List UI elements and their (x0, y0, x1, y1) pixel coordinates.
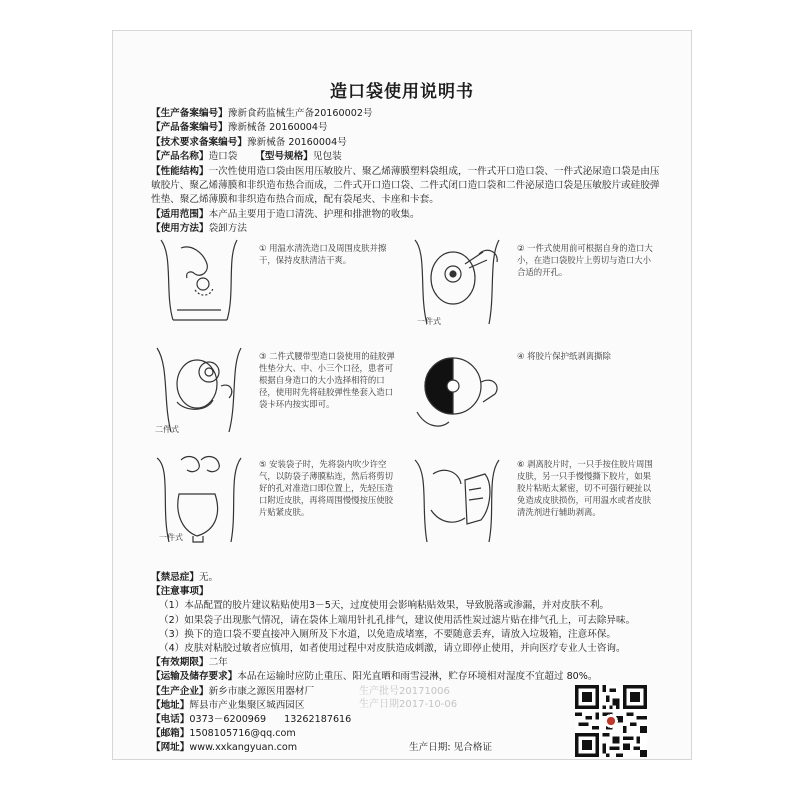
product-name-value: 造口袋 (208, 151, 238, 163)
step-text: ① 用温水清洗造口及周围皮肤并擦干，保持皮肤清洁干爽。 (259, 243, 387, 265)
info-row-scope (151, 208, 661, 222)
scope-value: 本产品主要用于造口清洗、护理和排泄物的收集。 (208, 208, 420, 220)
note-item: （3）换下的造口袋不要直接冲入厕所及下水道，以免造成堵塞，不要随意丢弃，请放入垃圾箱，注意环保。 (159, 628, 617, 640)
mail-label: 【邮箱】 (151, 728, 190, 740)
address-value: 辉县市产业集聚区城西园区 (189, 699, 305, 711)
info-row-name-spec (151, 150, 661, 164)
validity-label: 【有效期限】 (151, 657, 209, 669)
website-label: 【网址】 (151, 742, 190, 754)
info-row (151, 121, 661, 135)
step-text: ⑤ 安装袋子时，先将袋内吹少许空气，以防袋子薄膜粘连，然后将剪切好的孔对准造口即位置上，先轻压造口附近皮肤，再将周围慢慢按压使胶片贴紧皮肤。 (259, 459, 393, 517)
info-label: 【产品备案编号】 (151, 122, 228, 134)
info-value: 豫新食药监械生产备20160002号 (227, 108, 373, 119)
instruction-sheet (112, 30, 692, 760)
spec-label: 【型号规格】 (255, 151, 313, 163)
step-illustration (409, 450, 505, 546)
instruction-page (113, 31, 691, 759)
step-illustration (409, 342, 505, 438)
maker-label: 【生产企业】 (151, 685, 209, 697)
info-label: 【生产备案编号】 (151, 108, 228, 119)
production-date-row (409, 739, 492, 753)
product-info (151, 107, 661, 237)
structure-label: 【性能结构】 (151, 165, 209, 177)
document-title: 造口袋使用说明书 (330, 82, 474, 102)
figure-caption: 一件式 (159, 533, 183, 542)
notes-header-row (151, 585, 661, 599)
storage-row (151, 670, 661, 684)
spec-value: 见包装 (312, 151, 342, 163)
validity-row (151, 656, 661, 670)
usage-step (151, 342, 397, 442)
info-row (151, 136, 661, 150)
step-text: ⑥ 剥离胶片时，一只手按住胶片周围皮肤，另一只手慢慢撕下胶片，如果胶片粘贴太紧密，切不可强行硬扯以免造成皮肤损伤，可用温水或者皮肤清洗剂进行辅助剥离。 (517, 459, 653, 517)
figure-caption: 二件式 (155, 425, 179, 434)
note-item: （2）如果袋子出现胀气情况，请在袋体上端用针扎孔排气，建议使用活性炭过滤片贴在排气孔上，可去除异味。 (159, 614, 636, 626)
phone-value-1: 0373－6200969 (189, 714, 267, 726)
info-value: 豫新械备 20160004号 (227, 122, 328, 134)
usage-step (409, 234, 655, 334)
phone-label: 【电话】 (151, 714, 190, 726)
batch-date: 生产日期2017-10-06 (359, 699, 458, 710)
validity-value: 二年 (208, 657, 228, 669)
note-item: （4）皮肤对粘胶过敏者应慎用，如者使用过程中对皮肤造成刺激，请立即停止使用，并向医疗专业人士咨询。 (159, 643, 626, 655)
step-illustration (151, 234, 247, 330)
storage-value: 本品在运输时应防止重压、阳光直晒和雨雪浸淋，贮存环境相对湿度不宜超过 80%。 (237, 671, 598, 683)
note-item: （1）本品配置的胶片建议粘贴使用3－5天，过度使用会影响粘贴效果，导致脱落或渗漏，并对皮肤不利。 (159, 600, 610, 612)
info-label: 【技术要求备案编号】 (151, 136, 247, 148)
step-text: ② 一件式使用前可根据自身的造口大小，在造口袋胶片上剪切与造口大小合适的开孔。 (517, 243, 653, 277)
usage-step (151, 234, 397, 334)
notes-label: 【注意事项】 (151, 586, 209, 598)
qr-code (575, 685, 647, 757)
storage-label: 【运输及储存要求】 (151, 671, 238, 683)
address-label: 【地址】 (151, 699, 190, 711)
info-row (151, 107, 661, 121)
step-text: ④ 将胶片保护纸剥离撕除 (517, 351, 611, 361)
usage-step (409, 342, 655, 442)
method-label: 【使用方法】 (151, 223, 209, 235)
method-value: 袋卸方法 (208, 223, 247, 235)
info-row-structure (151, 165, 661, 208)
contraindication-label: 【禁忌症】 (151, 572, 199, 583)
usage-step (409, 450, 655, 550)
production-date-label: 生产日期: (409, 742, 451, 753)
info-value: 豫新械备 20160004号 (246, 136, 347, 148)
step-text: ③ 二件式腰带型造口袋使用的硅胶弹性垫分大、中、小三个口径，患者可根据自身造口的大小选择相符的口径，使用时先将硅胶弹性垫套入造口袋卡环内按实即可。 (259, 351, 395, 409)
batch-number: 生产批号20171006 (359, 686, 450, 697)
production-date-value: 见合格证 (453, 742, 493, 753)
figure-caption: 一件式 (417, 317, 441, 326)
batch-stamp (359, 685, 489, 711)
product-name-label: 【产品名称】 (151, 151, 209, 163)
mail-value: 1508105716@qq.com (189, 728, 296, 740)
contraindication-row (151, 571, 661, 585)
website-value: www.xxkangyuan.com (189, 742, 298, 754)
phone-value-2: 13262187616 (284, 714, 352, 726)
usage-step (151, 450, 397, 550)
structure-value: 一次性使用造口袋由医用压敏胶片、聚乙烯薄膜塑料袋组成，一件式开口造口袋、一件式泌尿造口袋是由压敏胶片、聚乙烯薄膜和非织造布热合而成，二件式开口造口袋、二件式闭口造口袋和二件泌尿造口袋是压敏胶片或硅胶弹性垫、聚乙烯薄膜和非织造布热合而成，配有袋尾夹、卡座和卡套。 (151, 165, 660, 206)
maker-value: 新乡市康之源医用器材厂 (208, 685, 315, 697)
scope-label: 【适用范围】 (151, 208, 209, 220)
contraindication-value: 无。 (198, 572, 219, 583)
